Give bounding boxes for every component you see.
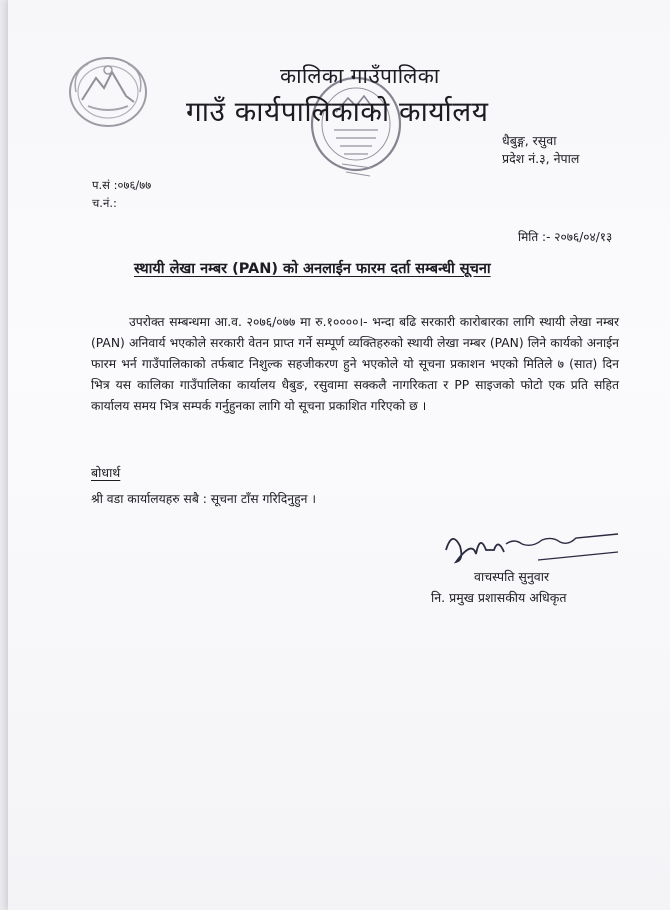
signatory-name: वाचस्पति सुनुवार [474,569,550,584]
cc-recipients: श्री वडा कार्यालयहरु सबै : सूचना टाँस गरिदिनुहुन । [91,492,317,506]
address-line-2: प्रदेश नं.३, नेपाल [502,151,580,166]
municipality-name: कालिका गाउँपालिका [280,64,440,88]
office-name: गाउँ कार्यपालिकाको कार्यालय [186,95,489,128]
signatory-title: नि. प्रमुख प्रशासकीय अधिकृत [431,590,567,605]
handwritten-signature [442,520,622,572]
address-line-1: धैबुङ्ग, रसुवा [502,133,557,148]
dispatch-number: च.नं.: [92,196,117,210]
notice-body: उपरोक्त सम्बन्धमा आ.व. २०७६/०७७ मा रु.१००००।- भन्दा बढि सरकारी कारोबारका लागि स्थायी लेखा नम्बर (PAN) अनिवार्य भएकोले सरकारी वेतन प्राप्त गर्ने सम्पूर्ण व्यक्तिहरुको स्थायी लेखा नम्बर (PAN) लिने कार्यको अनाईन फारम भर्न गाउँपालिकाको तर्फबाट निशुल्क सहजीकरण हुने भएकोले यो सूचना प्रकाशन भएको मितिले ७ (सात) दिन भित्र यस कालिका गाउँपालिका कार्यालय धैबुङ, रसुवामा सक्कलै नागरिकता र PP साइजको फोटो एक प्रति सहित कार्यालय समय भित्र सम्पर्क गर्नुहुनका लागि यो सूचना प्रकाशित गरिएको छ । [91,315,619,413]
notice-date: मिति :- २०७६/०४/१३ [518,230,613,244]
notice-document [8,0,670,910]
reference-number: प.सं :०७६/७७ [92,178,152,192]
nepal-emblem-icon [66,52,150,130]
notice-subject: स्थायी लेखा नम्बर (PAN) को अनलाईन फारम दर्ता सम्बन्धी सूचना [134,261,491,277]
cc-heading: बोधार्थ [91,465,121,480]
